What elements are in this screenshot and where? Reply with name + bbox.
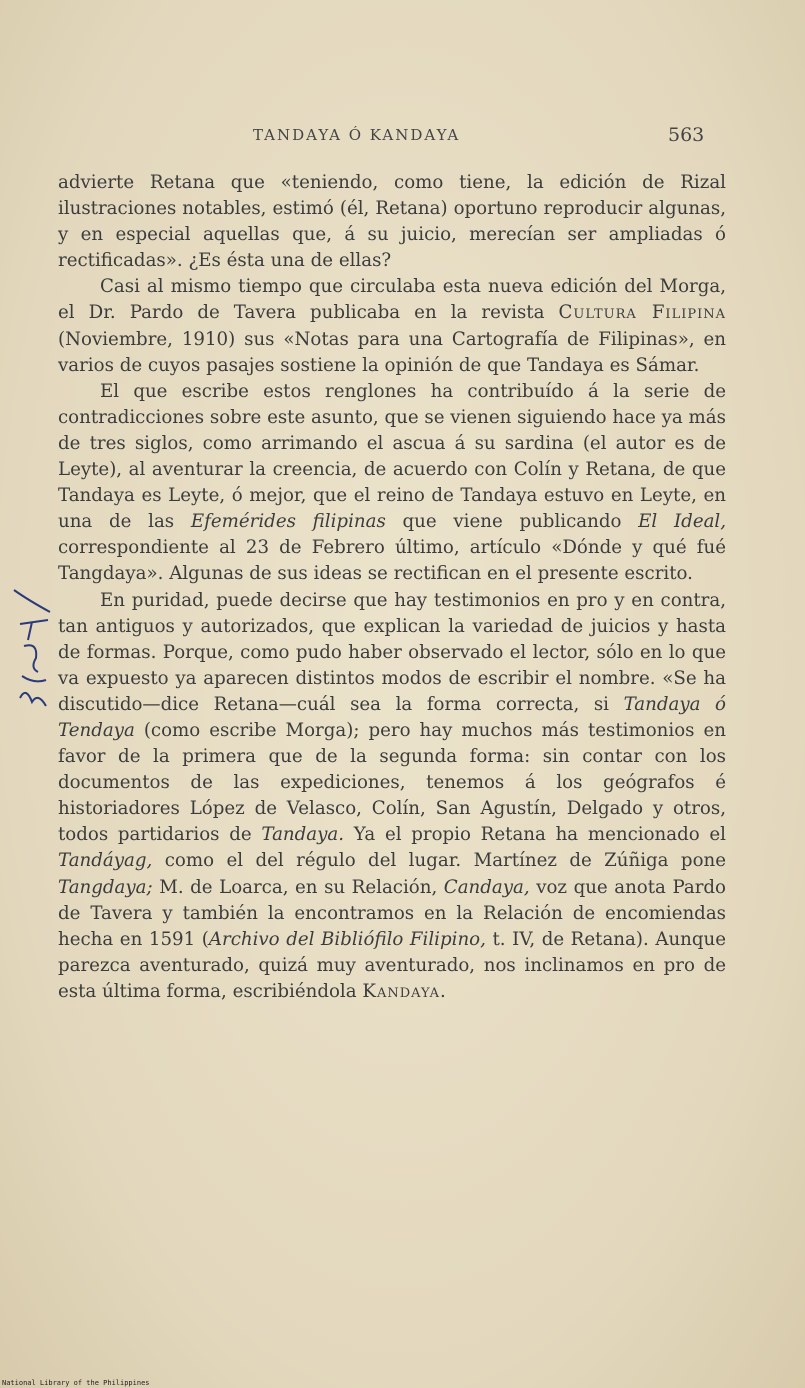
running-head-title: TANDAYA Ó KANDAYA	[253, 126, 461, 144]
italic-term: Tandáyag,	[58, 850, 153, 872]
text-run: Casi al mismo tiempo que circulaba esta nueva edición del Morga, el Dr. Pardo de Tavera publicaba en la revista	[58, 276, 726, 324]
running-head	[0, 124, 805, 148]
italic-title: Efemérides filipinas	[190, 511, 386, 533]
text-run: voz que anota Pardo de Tavera y también la encontramos en la Relación de encomiendas hecha en 1591 (	[58, 876, 726, 950]
text-run: El que escribe estos renglones ha contribuído á la serie de contradicciones sobre este asunto, que se vienen siguiendo hace ya más de tres siglos, como arrimando el ascua á su sardina (el autor es de Leyte), al aventurar la creencia, de acuerdo con Colín y Retana, de que Tandaya es Leyte, ó mejor, que el reino de Tandaya estuvo en Leyte, en una de las	[58, 380, 726, 533]
small-caps-term: Kandaya	[362, 980, 440, 1002]
text-run: que viene publicando	[385, 511, 639, 533]
text-run: M. de Loarca, en su Relación,	[152, 876, 444, 898]
paragraph-3	[58, 379, 726, 588]
text-run: como el del régulo del lugar. Martínez de Zúñiga pone	[152, 850, 726, 872]
page-number: 563	[668, 124, 705, 146]
text-run: Ya el propio Retana ha mencionado el	[344, 824, 726, 846]
text-run: (Noviembre, 1910) sus «Notas para una Cartografía de Filipinas», en varios de cuyos pasajes sostiene la opinión de que Tandaya es Sámar.	[58, 328, 726, 376]
text-run: (como escribe Morga); pero hay muchos más testimonios en favor de la primera que de la segunda forma: sin contar con los documentos de las expediciones, tenemos á los geógrafos é historiadores López de Velasco, Colín, San Agustín, Delgado y otros, todos partidarios de	[58, 719, 726, 846]
italic-title: El Ideal,	[638, 511, 727, 533]
paragraph-2	[58, 274, 726, 378]
paragraph-4	[58, 588, 726, 1006]
text-run: .	[439, 980, 446, 1002]
italic-title: Archivo del Bibliófilo Filipino,	[208, 928, 486, 950]
italic-term: Tandaya.	[261, 824, 345, 846]
text-run: correspondiente al 23 de Febrero último, artículo «Dónde y qué fué Tangdaya». Algunas de sus ideas se rectifican en el presente escrito.	[58, 537, 726, 585]
handwritten-margin-annotation	[8, 580, 58, 740]
body-text	[58, 170, 726, 1005]
footer-credit: National Library of the Philippines	[2, 1379, 150, 1387]
italic-term: Candaya,	[443, 876, 530, 898]
italic-term: Tangdaya;	[58, 876, 153, 898]
text-run: t. IV, de Retana). Aunque parezca aventurado, quizá muy aventurado, nos inclinamos en pro de esta última forma, escribiéndola	[58, 928, 726, 1002]
paragraph-1: advierte Retana que «teniendo, como tiene, la edición de Rizal ilustraciones notables, estimó (él, Retana) oportuno reproducir algunas, y en especial aquellas que, á su juicio, merecían ser ampliadas ó rectificadas». ¿Es ésta una de ellas?	[58, 172, 726, 272]
text-run: En puridad, puede decirse que hay testimonios en pro y en contra, tan antiguos y autorizados, que explican la variedad de juicios y hasta de formas. Porque, como pudo haber observado el lector, sólo en lo que va expuesto ya aparecen distintos modos de escribir el nombre. «Se ha discutido—dice Retana—cuál sea la forma correcta, si	[58, 589, 726, 715]
italic-term: Tandaya ó Tendaya	[58, 693, 726, 741]
journal-title: Cultura Filipina	[558, 302, 726, 324]
